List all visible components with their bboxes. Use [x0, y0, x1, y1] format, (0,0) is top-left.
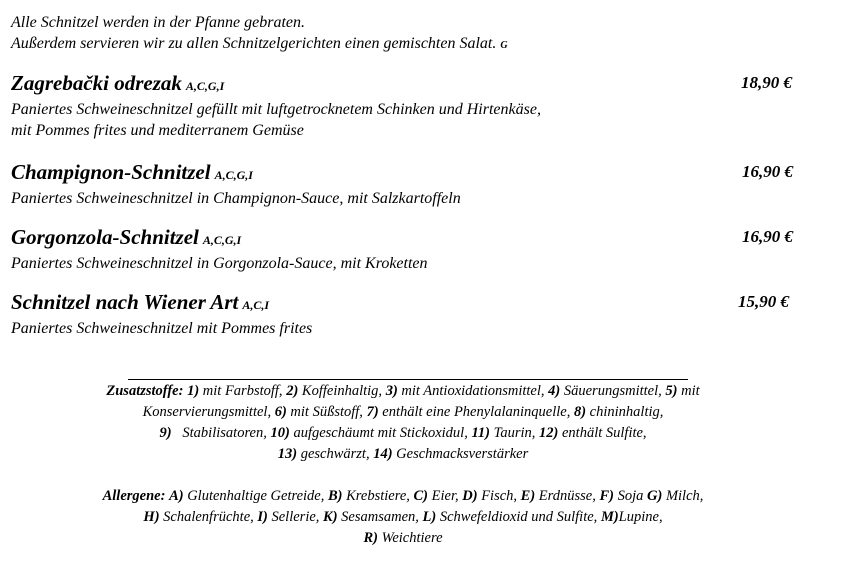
menu-item — [11, 159, 811, 209]
intro-allergen-tag: G — [500, 40, 508, 51]
legend-value: Taurin, — [489, 425, 540, 441]
dish-description-line-1: Paniertes Schweineschnitzel in Champignon-Sauce, mit Salzkartoffeln — [11, 190, 461, 207]
legend-value: Weichtiere — [377, 530, 443, 546]
legend-key: E) — [520, 488, 536, 504]
legend-key: 11) — [471, 425, 490, 441]
allergens-label: Allergene: — [102, 488, 166, 504]
legend-value: Krebstiere, — [342, 488, 414, 504]
intro-line-1: Alle Schnitzel werden in der Pfanne gebraten. — [11, 14, 306, 31]
dish-title: Champignon-Schnitzel — [11, 160, 211, 184]
legend-key: L) — [422, 509, 437, 525]
legend-key: 9) — [159, 425, 172, 441]
legend-key: I) — [257, 509, 268, 525]
legend-value: enthält Sulfite, — [558, 425, 647, 441]
legend-key: 12) — [539, 425, 559, 441]
legend-key: A) — [169, 488, 184, 504]
dish-description-line-1: Paniertes Schweineschnitzel gefüllt mit luftgetrocknetem Schinken und Hirtenkäse, — [11, 101, 541, 118]
legend-key: 10) — [270, 425, 290, 441]
legend-value: Milch, — [662, 488, 704, 504]
legend-value: Lupine, — [618, 509, 663, 525]
legend-key: 13) — [277, 446, 298, 462]
legend-value: mit Farbstoff, — [199, 383, 287, 399]
allergens-entries — [143, 509, 662, 525]
legend-key: F) — [599, 488, 614, 504]
legend-value: enthält eine Phenylalaninquelle, — [378, 404, 574, 420]
dish-allergen-codes: A,C,I — [242, 298, 270, 312]
legend-key: G) — [647, 488, 663, 504]
legend-value: Koffeinhaltig, — [298, 383, 386, 399]
allergens-line-2 — [0, 507, 806, 528]
legend-value: Soja — [613, 488, 647, 504]
allergens-line-3 — [0, 528, 806, 549]
legend-value: Erdnüsse, — [535, 488, 600, 504]
legend-key: D) — [462, 488, 478, 504]
intro-line-2-text: Außerdem servieren wir zu allen Schnitzelgerichten einen gemischten Salat. — [11, 35, 497, 52]
legend-value: Stabilisatoren, — [171, 425, 271, 441]
legend-value: aufgeschäumt mit Stickoxidul, — [289, 425, 472, 441]
menu-item — [11, 224, 811, 274]
dish-allergen-codes: A,C,G,I — [214, 168, 253, 182]
legend-key: 6) — [274, 404, 287, 420]
legend-key: 4) — [548, 383, 561, 399]
legend-value: Eier, — [428, 488, 463, 504]
menu-item — [11, 289, 811, 339]
legend-value: geschwärzt, — [297, 446, 374, 462]
additives-line-1 — [0, 381, 806, 402]
additives-entries — [278, 446, 529, 462]
additives-line-2 — [0, 402, 806, 423]
dish-price: 16,90 € — [742, 162, 793, 181]
additives-line-2-start: Konservierungsmittel, — [142, 404, 275, 420]
dish-name — [11, 224, 811, 253]
additives-entries — [187, 383, 700, 399]
intro-text — [11, 12, 508, 56]
intro-line-2 — [11, 33, 508, 56]
legend-key: 5) — [665, 383, 678, 399]
dish-name — [11, 159, 811, 188]
additives-entries — [275, 404, 664, 420]
dish-name — [11, 70, 811, 99]
legend-key: C) — [413, 488, 429, 504]
legend-value: chininhaltig, — [586, 404, 664, 420]
legend-value: mit Süßstoff, — [286, 404, 367, 420]
legend-value: Geschmacksverstärker — [392, 446, 529, 462]
legend-value: Fisch, — [477, 488, 521, 504]
allergens-legend — [0, 486, 806, 549]
legend-value: mit — [677, 383, 700, 399]
allergens-entries — [169, 488, 703, 504]
additives-line-4 — [0, 444, 806, 465]
dish-allergen-codes: A,C,G,I — [185, 79, 225, 93]
legend-value: Sellerie, — [267, 509, 324, 525]
legend-value: Schalenfrüchte, — [159, 509, 258, 525]
dish-title: Zagrebački odrezak — [11, 71, 182, 95]
legend-key: M) — [600, 509, 619, 525]
legend-value: Sesamsamen, — [337, 509, 423, 525]
legend-key: B) — [328, 488, 343, 504]
dish-price: 18,90 € — [741, 73, 792, 92]
dish-title: Gorgonzola-Schnitzel — [11, 225, 199, 249]
additives-label: Zusatzstoffe: — [106, 383, 184, 399]
legend-key: K) — [323, 509, 338, 525]
legend-key: H) — [143, 509, 160, 525]
additives-line-3 — [0, 423, 806, 444]
legend-key: 14) — [373, 446, 393, 462]
legend-key: 7) — [366, 404, 379, 420]
legend-key: 8) — [573, 404, 587, 420]
dish-description-line-1: Paniertes Schweineschnitzel mit Pommes frites — [11, 320, 313, 337]
dish-description-line-2: mit Pommes frites und mediterranem Gemüse — [11, 122, 304, 139]
dish-title: Schnitzel nach Wiener Art — [11, 290, 239, 314]
allergens-line-1 — [0, 486, 806, 507]
dish-allergen-codes: A,C,G,I — [202, 233, 242, 247]
dish-price: 16,90 € — [742, 227, 793, 246]
legend-key: R) — [363, 530, 378, 546]
legend-key: 2) — [286, 383, 299, 399]
additives-entries — [159, 425, 646, 441]
legend-key: 3) — [385, 383, 398, 399]
legend-value: Schwefeldioxid und Sulfite, — [436, 509, 601, 525]
menu-item — [11, 70, 811, 141]
additives-legend — [0, 381, 806, 465]
legend-key: 1) — [187, 383, 200, 399]
legend-value: mit Antioxidationsmittel, — [397, 383, 549, 399]
dish-price: 15,90 € — [738, 292, 789, 311]
dish-name — [11, 289, 811, 318]
dish-description-line-1: Paniertes Schweineschnitzel in Gorgonzola-Sauce, mit Kroketten — [11, 255, 428, 272]
allergens-entries — [363, 530, 442, 546]
section-divider — [128, 379, 688, 380]
legend-value: Glutenhaltige Getreide, — [183, 488, 328, 504]
legend-value: Säuerungsmittel, — [560, 383, 666, 399]
